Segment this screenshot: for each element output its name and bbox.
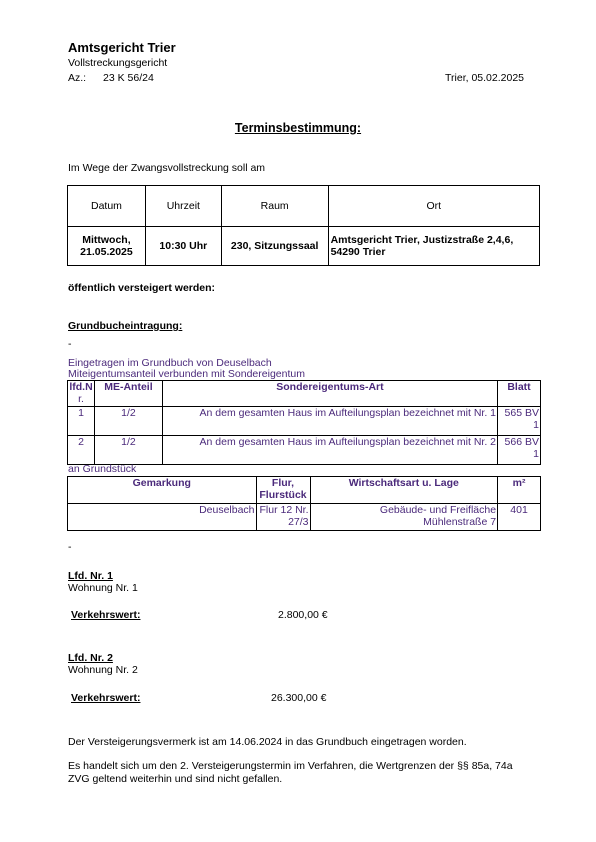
row2-blatt-line1: 566 BV	[504, 436, 539, 448]
court-department: Vollstreckungsgericht	[68, 57, 168, 69]
grundstueck-label: an Grundstück	[68, 463, 137, 475]
unit2-value: 26.300,00 €	[271, 692, 327, 704]
ort-line1: Amtsgericht Trier, Justizstraße 2,4,6,	[330, 234, 514, 246]
header-wirtschaftsart: Wirtschaftsart u. Lage	[310, 477, 498, 504]
auction-note: öffentlich versteigert werden:	[68, 282, 216, 294]
grundbuch-line2: Miteigentumsanteil verbunden mit Sondereigentum	[68, 368, 305, 380]
table-row	[68, 504, 541, 531]
plot-wirtschaftsart	[310, 504, 498, 531]
grundbuch-dash-2: -	[68, 541, 72, 553]
unit2-heading: Lfd. Nr. 2	[68, 652, 113, 664]
unit2-value-label: Verkehrswert:	[71, 692, 141, 704]
row1-art: An dem gesamten Haus im Aufteilungsplan bezeichnet mit Nr. 1	[162, 407, 497, 436]
datum-date: 21.05.2025	[80, 246, 133, 258]
plot-gemarkung: Deuselbach	[68, 504, 257, 531]
row2-blatt-line2: 1	[533, 448, 539, 460]
row1-me: 1/2	[94, 407, 162, 436]
note-termin-line2: ZVG geltend weiterhin und sind nicht gefallen.	[68, 773, 283, 785]
unit-header-row	[68, 381, 541, 407]
header-lfd-line2: r.	[78, 393, 84, 405]
intro-text: Im Wege der Zwangsvollstreckung soll am	[68, 162, 266, 174]
appointment-header-row	[68, 186, 540, 227]
cell-raum: 230, Sitzungssaal	[221, 227, 328, 266]
plot-table	[67, 476, 541, 531]
row1-blatt-line1: 565 BV	[504, 407, 539, 419]
grundbuch-heading: Grundbucheintragung:	[68, 320, 183, 332]
case-number: 23 K 56/24	[103, 72, 154, 84]
unit2-name: Wohnung Nr. 2	[68, 664, 138, 676]
unit1-heading: Lfd. Nr. 1	[68, 570, 113, 582]
cell-ort	[328, 227, 539, 266]
unit-table	[67, 380, 541, 465]
case-number-label: Az.:	[68, 72, 87, 84]
unit1-value: 2.800,00 €	[278, 609, 328, 621]
court-name: Amtsgericht Trier	[68, 40, 176, 55]
datum-weekday: Mittwoch,	[82, 234, 131, 246]
header-ort: Ort	[328, 186, 539, 227]
row2-lfd: 2	[68, 436, 95, 465]
plot-flur	[256, 504, 310, 531]
place-date: Trier, 05.02.2025	[445, 72, 524, 84]
header-lfd	[68, 381, 95, 407]
cell-uhrzeit: 10:30 Uhr	[145, 227, 221, 266]
page-title: Terminsbestimmung:	[234, 121, 362, 135]
table-row	[68, 407, 541, 436]
cell-datum	[68, 227, 146, 266]
row1-blatt	[498, 407, 541, 436]
plot-flur-line1: Flur 12 Nr.	[259, 504, 309, 516]
row1-lfd: 1	[68, 407, 95, 436]
ort-line2: 54290 Trier	[330, 246, 386, 258]
row2-blatt	[498, 436, 541, 465]
row1-blatt-line2: 1	[533, 419, 539, 431]
table-row	[68, 436, 541, 465]
appointment-table	[67, 185, 540, 266]
header-flur-line2: Flurstück	[259, 489, 307, 501]
note-vermerk: Der Versteigerungsvermerk ist am 14.06.2024 in das Grundbuch eingetragen worden.	[68, 736, 467, 748]
appointment-row	[68, 227, 540, 266]
unit1-value-label: Verkehrswert:	[71, 609, 141, 621]
header-sondereigentums-art: Sondereigentums-Art	[162, 381, 497, 407]
header-uhrzeit: Uhrzeit	[145, 186, 221, 227]
header-lfd-line1: lfd.N	[69, 381, 93, 393]
row2-art: An dem gesamten Haus im Aufteilungsplan bezeichnet mit Nr. 2	[162, 436, 497, 465]
header-flur	[256, 477, 310, 504]
header-flur-line1: Flur,	[271, 477, 295, 489]
header-datum: Datum	[68, 186, 146, 227]
unit1-name: Wohnung Nr. 1	[68, 582, 138, 594]
plot-header-row	[68, 477, 541, 504]
header-me-anteil: ME-Anteil	[94, 381, 162, 407]
grundbuch-dash: -	[68, 338, 72, 350]
header-m2: m²	[498, 477, 541, 504]
header-blatt: Blatt	[498, 381, 541, 407]
grundbuch-line1: Eingetragen im Grundbuch von Deuselbach	[68, 357, 272, 369]
plot-wirtschaft-line1: Gebäude- und Freifläche	[379, 504, 497, 516]
header-gemarkung: Gemarkung	[68, 477, 257, 504]
header-raum: Raum	[221, 186, 328, 227]
plot-m2: 401	[498, 504, 541, 531]
row2-me: 1/2	[94, 436, 162, 465]
plot-wirtschaft-line2: Mühlenstraße 7	[423, 516, 497, 528]
plot-flur-line2: 27/3	[288, 516, 309, 528]
note-termin-line1: Es handelt sich um den 2. Versteigerungstermin im Verfahren, die Wertgrenzen der §§ 85a, 74a	[68, 760, 513, 772]
